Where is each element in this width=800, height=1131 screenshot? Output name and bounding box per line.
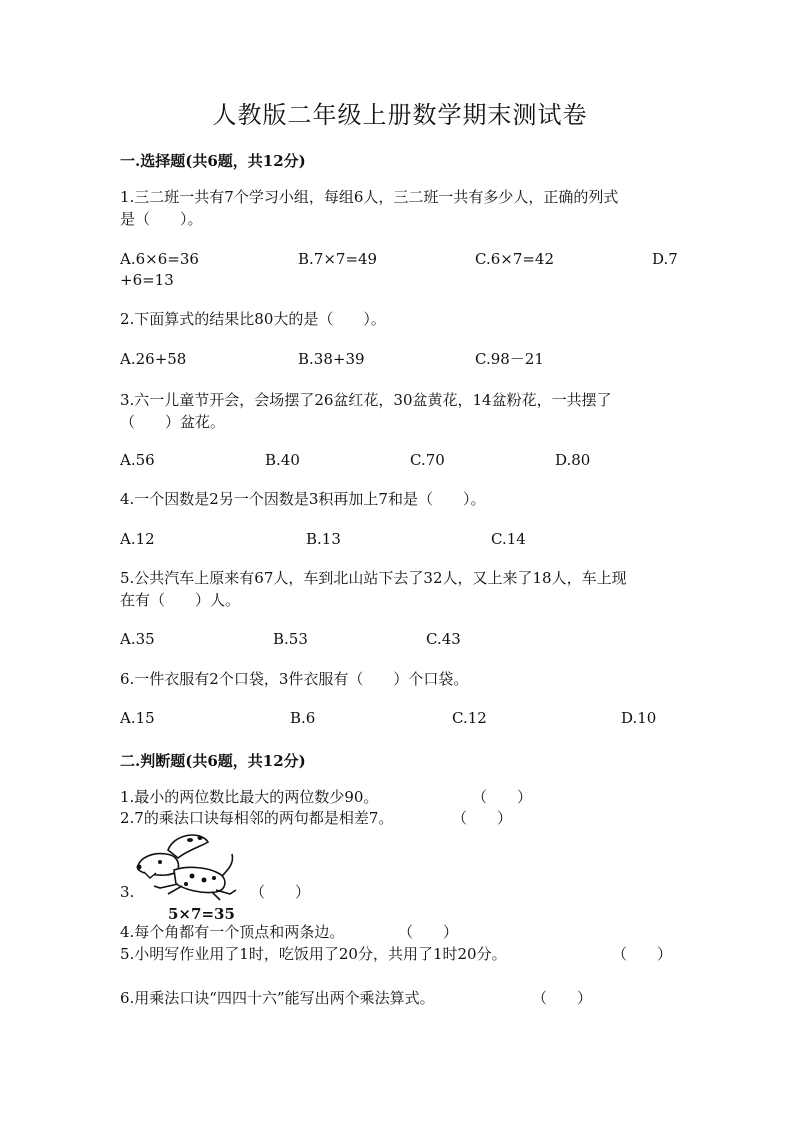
question-2 — [120, 308, 680, 330]
judge-item-1: 1.最小的两位数比最大的两位数少90。 — [120, 788, 379, 806]
running-dog-picture — [130, 828, 240, 923]
q1-option-c: C.6×7=42 — [475, 250, 555, 268]
question-3-line2: （ ）盆花。 — [120, 413, 226, 431]
q6-option-b: B.6 — [290, 709, 316, 727]
question-5-line2: 在有（ ）人。 — [120, 591, 241, 609]
page-title: 人教版二年级上册数学期末测试卷 — [212, 101, 588, 129]
section-header-choice: 一.选择题(共6题，共12分) — [120, 152, 306, 170]
q2-option-a: A.26+58 — [120, 350, 187, 368]
question-2-line1: 2.下面算式的结果比80大的是（ ）。 — [120, 310, 386, 328]
q1-option-d-continued: +6=13 — [120, 271, 174, 289]
q6-option-c: C.12 — [452, 709, 487, 727]
q4-option-a: A.12 — [120, 530, 155, 548]
q5-option-c: C.43 — [426, 630, 461, 648]
q5-option-a: A.35 — [120, 630, 155, 648]
judge-item-6-paren: （ ） — [532, 989, 593, 1007]
question-6 — [120, 668, 680, 690]
question-4 — [120, 488, 680, 510]
q6-option-a: A.15 — [120, 709, 155, 727]
q3-option-a: A.56 — [120, 451, 155, 469]
question-5-line1: 5.公共汽车上原来有67人，车到北山站下去了32人，又上来了18人，车上现 — [120, 569, 627, 587]
q4-option-b: B.13 — [306, 530, 341, 548]
question-6-line1: 6.一件衣服有2个口袋，3件衣服有（ ）个口袋。 — [120, 670, 469, 688]
q3-option-c: C.70 — [410, 451, 445, 469]
question-5 — [120, 567, 680, 611]
judge-item-2: 2.7的乘法口诀每相邻的两句都是相差7。 — [120, 809, 394, 827]
q1-option-b: B.7×7=49 — [298, 250, 378, 268]
judge-item-2-paren: （ ） — [452, 809, 513, 827]
judge-item-3-paren: （ ） — [250, 883, 311, 901]
q3-option-b: B.40 — [265, 451, 300, 469]
q2-option-c: C.98－21 — [475, 350, 544, 368]
q4-option-c: C.14 — [491, 530, 526, 548]
judge-item-6: 6.用乘法口诀“四四十六”能写出两个乘法算式。 — [120, 989, 435, 1007]
q6-option-d: D.10 — [621, 709, 657, 727]
judge-item-4-paren: （ ） — [398, 923, 459, 941]
question-1-line2: 是（ ）。 — [120, 210, 203, 228]
question-1 — [120, 186, 680, 230]
q3-option-d: D.80 — [555, 451, 591, 469]
q1-option-a: A.6×6=36 — [120, 250, 199, 268]
question-4-line1: 4.一个因数是2另一个因数是3积再加上7和是（ ）。 — [120, 490, 486, 508]
q5-option-b: B.53 — [273, 630, 308, 648]
section-header-judgement: 二.判断题(共6题，共12分) — [120, 752, 306, 770]
question-3-line1: 3.六一儿童节开会，会场摆了26盆红花，30盆黄花，14盆粉花，一共摆了 — [120, 391, 612, 409]
q2-option-b: B.38+39 — [298, 350, 365, 368]
judge-item-4: 4.每个角都有一个顶点和两条边。 — [120, 923, 345, 941]
question-1-line1: 1.三二班一共有7个学习小组，每组6人，三二班一共有多少人，正确的列式 — [120, 188, 619, 206]
q1-option-d: D.7 — [652, 250, 678, 268]
judge-item-5-paren: （ ） — [612, 945, 673, 963]
dog-picture-caption: 5×7=35 — [168, 905, 235, 923]
judge-item-1-paren: （ ） — [472, 788, 533, 806]
judge-item-3: 3. — [120, 883, 135, 901]
judge-item-5: 5.小明写作业用了1时，吃饭用了20分，共用了1时20分。 — [120, 945, 507, 963]
question-3 — [120, 389, 680, 433]
